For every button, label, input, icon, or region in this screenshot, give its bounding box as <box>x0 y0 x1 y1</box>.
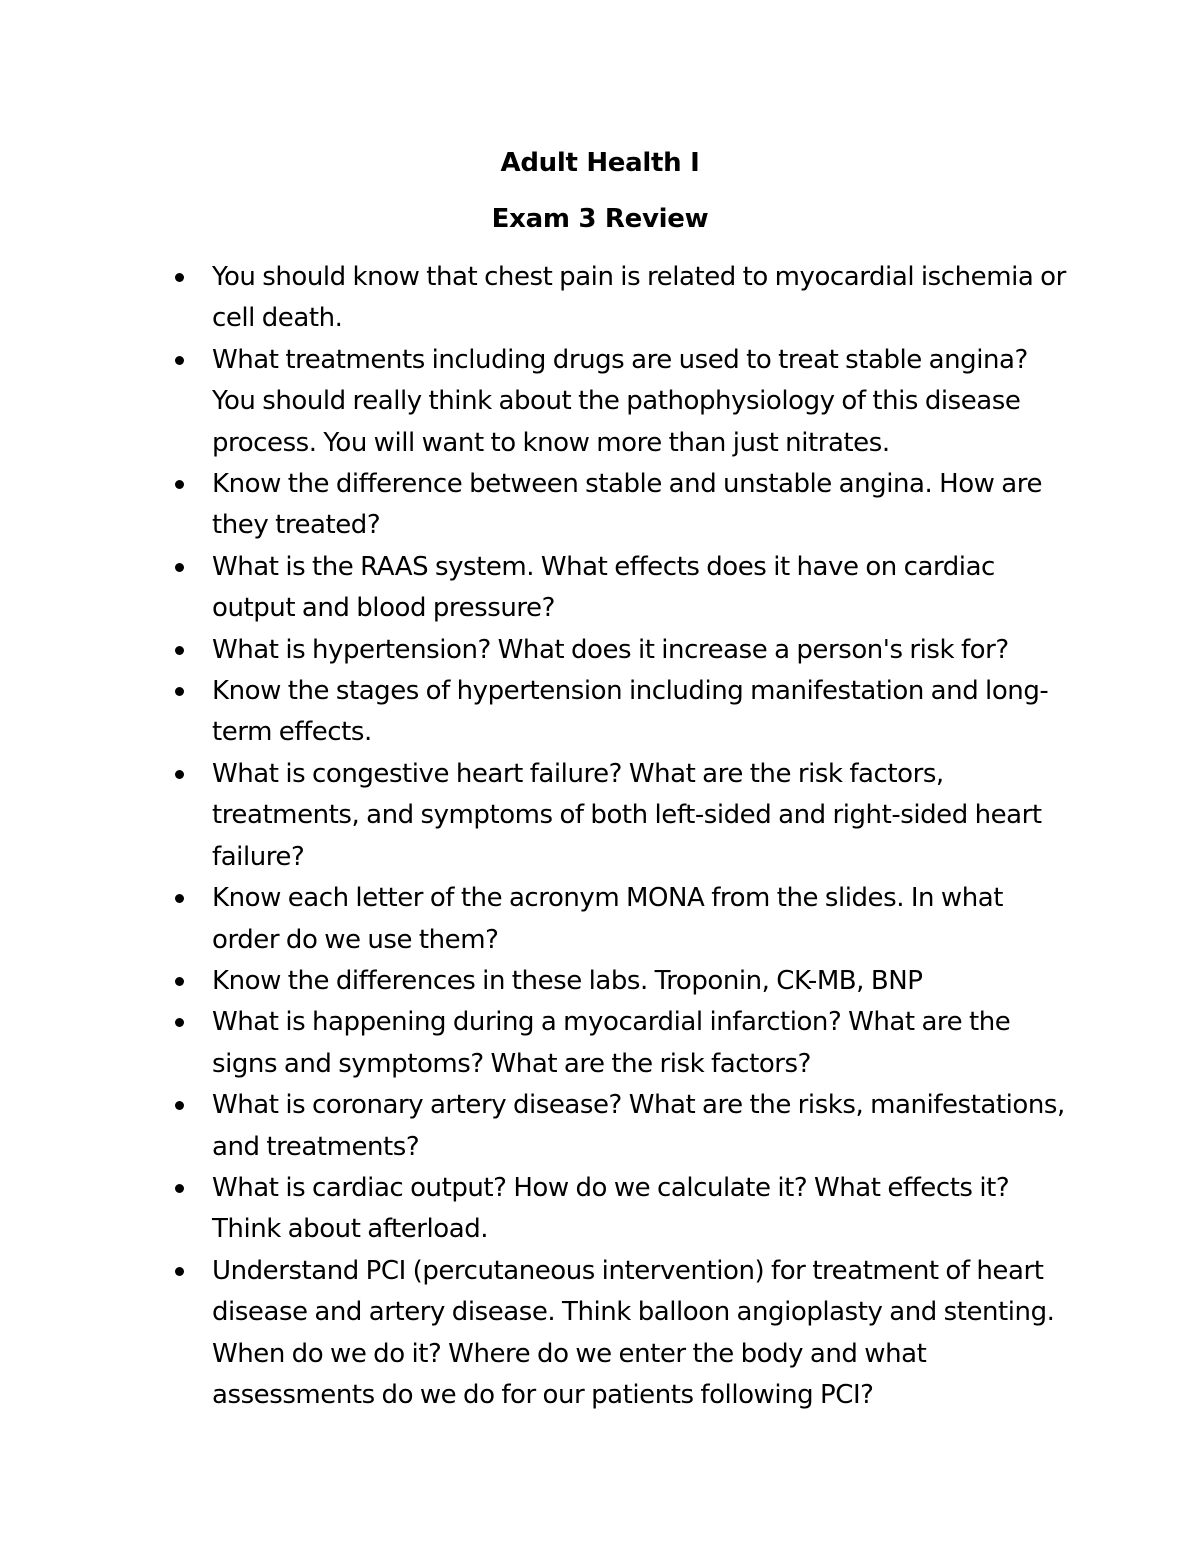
bullet-item <box>172 1168 1072 1251</box>
bullet-text: What is the RAAS system. What effects does it have on cardiac output and blood pressure? <box>212 551 995 624</box>
bullet-text: What is cardiac output? How do we calculate it? What effects it? Think about afterload. <box>212 1172 1010 1245</box>
bullet-item <box>172 754 1072 878</box>
bullet-text: Know each letter of the acronym MONA from the slides. In what order do we use them? <box>212 883 1003 955</box>
bullet-item <box>172 464 1072 547</box>
document-subtitle: Exam 3 Review <box>491 204 709 234</box>
bullet-icon <box>175 687 184 696</box>
bullet-item <box>172 1251 1072 1417</box>
bullet-text: What treatments including drugs are used to treat stable angina? You should really think about the pathophysiology of this disease process. You will want to know more than just nitrates. <box>212 344 1028 458</box>
bullet-item <box>172 961 1072 1002</box>
bullet-icon <box>175 480 184 489</box>
bullet-icon <box>175 356 184 365</box>
bullet-icon <box>175 273 184 282</box>
bullet-text: What is hypertension? What does it increase a person's risk for? <box>212 634 1009 665</box>
bullet-item <box>172 257 1072 340</box>
bullet-icon <box>175 646 184 655</box>
bullet-icon <box>175 770 184 779</box>
bullet-item <box>172 340 1072 464</box>
bullet-text: What is congestive heart failure? What are the risk factors, treatments, and symptoms of both left-sided and right-sided heart failure? <box>212 758 1042 872</box>
bullet-icon <box>175 1018 184 1027</box>
bullet-text: You should know that chest pain is related to myocardial ischemia or cell death. <box>212 262 1066 334</box>
bullet-text: What is happening during a myocardial infarction? What are the signs and symptoms? What are the risk factors? <box>212 1007 1011 1079</box>
bullet-item <box>172 1085 1072 1168</box>
bullet-icon <box>175 977 184 986</box>
bullet-text: Understand PCI (percutaneous intervention) for treatment of heart disease and artery disease. Think balloon angioplasty and stenting. When do we do it? Where do we enter the body and what assessments do we do for our patients following PCI? <box>212 1255 1055 1410</box>
bullet-icon <box>175 1101 184 1110</box>
review-bullet-list <box>172 257 1072 1416</box>
bullet-text: Know the stages of hypertension including manifestation and long-term effects. <box>212 676 1049 748</box>
bullet-text: Know the differences in these labs. Troponin, CK-MB, BNP <box>212 965 923 996</box>
bullet-item <box>172 630 1072 671</box>
bullet-icon <box>175 1184 184 1193</box>
bullet-item <box>172 878 1072 961</box>
bullet-icon <box>175 1267 184 1276</box>
bullet-icon <box>175 894 184 903</box>
bullet-icon <box>175 563 184 572</box>
bullet-item <box>172 1002 1072 1085</box>
document-title: Adult Health I <box>500 148 700 178</box>
bullet-text: Know the difference between stable and unstable angina. How are they treated? <box>212 469 1042 541</box>
bullet-text: What is coronary artery disease? What are the risks, manifestations, and treatments? <box>212 1090 1065 1162</box>
bullet-item <box>172 671 1072 754</box>
bullet-item <box>172 547 1072 630</box>
